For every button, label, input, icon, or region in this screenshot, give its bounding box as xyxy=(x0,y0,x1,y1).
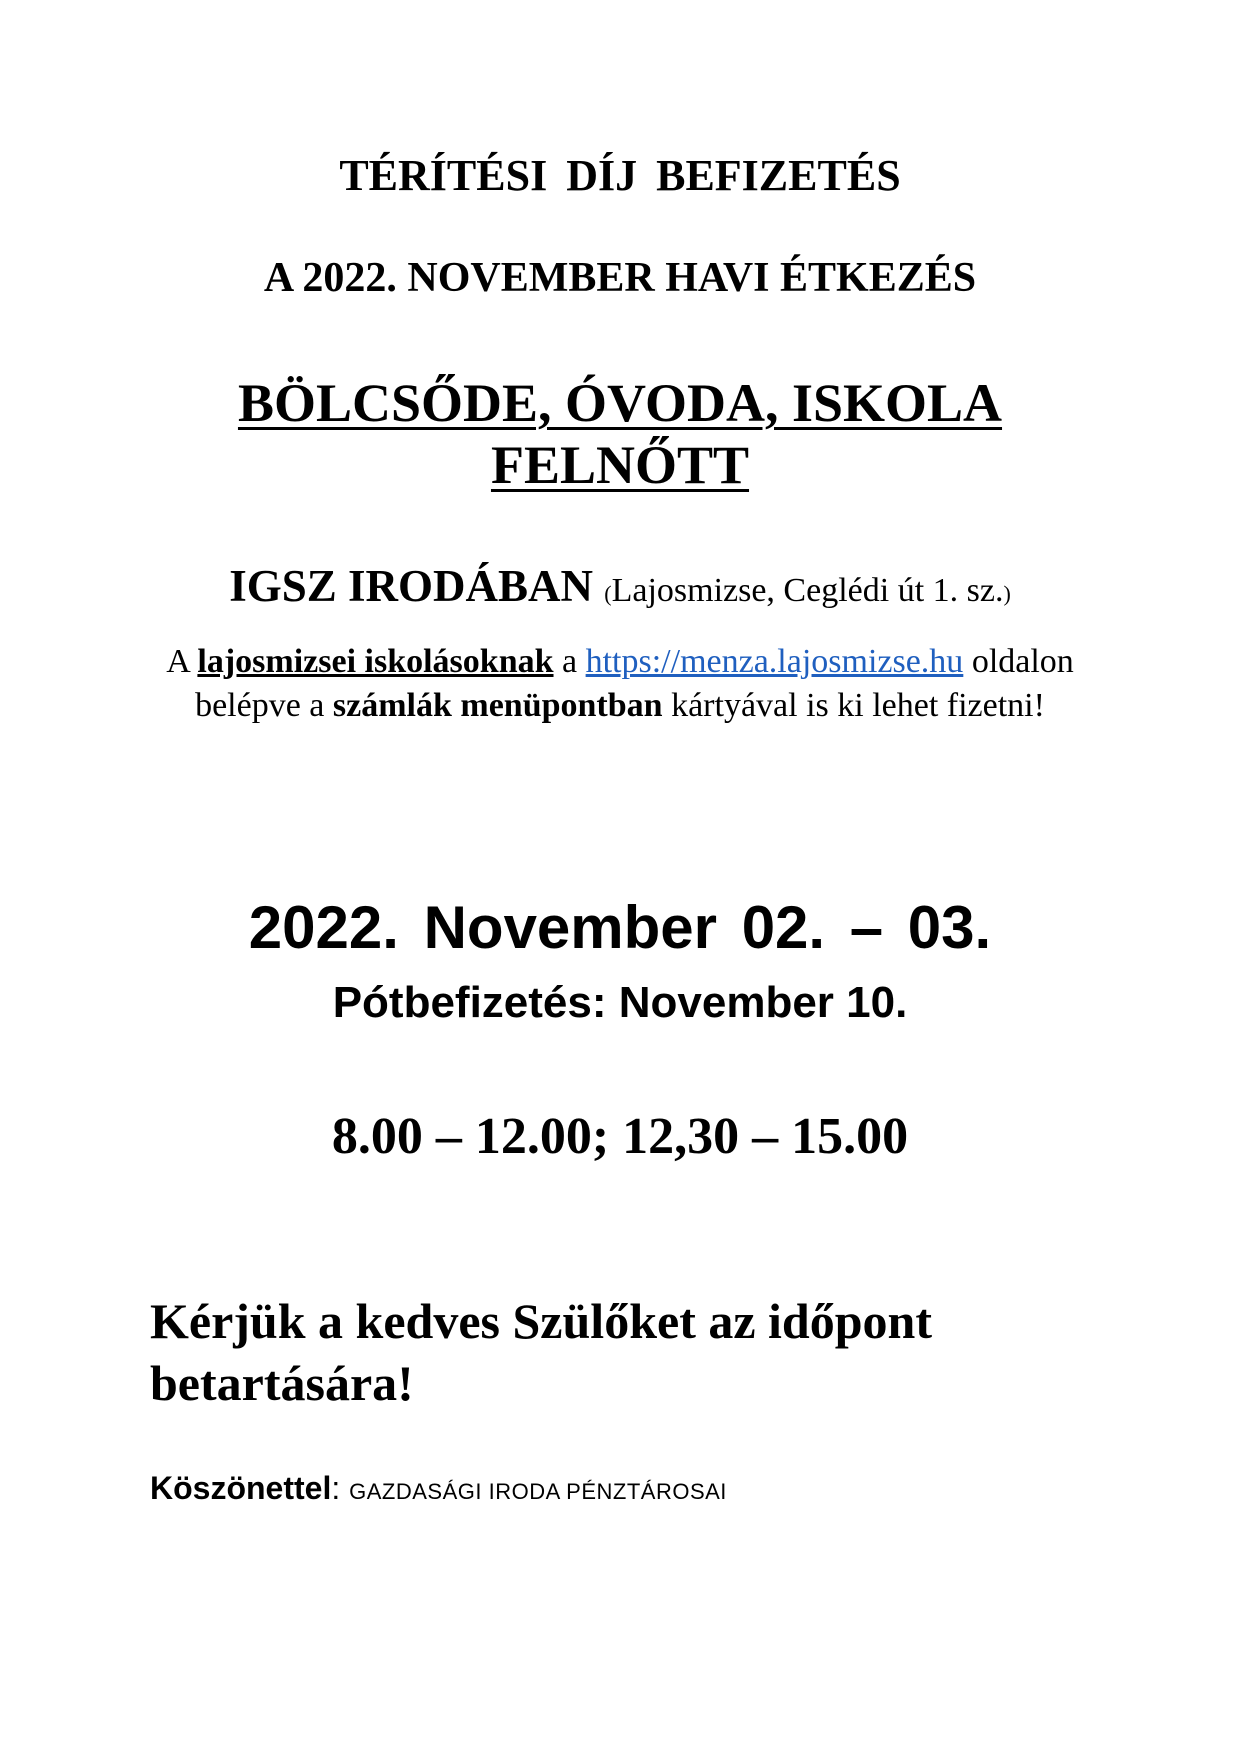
thanks-colon: : xyxy=(331,1470,350,1506)
target-groups-line-2: FELNŐTT xyxy=(490,435,750,495)
document-title: TÉRÍTÉSI DÍJ BEFIZETÉS xyxy=(339,151,901,200)
target-groups-line-1: BÖLCSŐDE, ÓVODA, ISKOLA xyxy=(237,373,1003,433)
target-groups xyxy=(0,372,1240,496)
info-menu: számlák menüpontban xyxy=(332,687,663,724)
signature-line xyxy=(150,1470,727,1507)
address-paren-close: ) xyxy=(1003,581,1011,606)
info-text-1: A xyxy=(166,643,198,680)
document-subtitle: A 2022. NOVEMBER HAVI ÉTKEZÉS xyxy=(263,255,977,301)
parents-request: Kérjük a kedves Szülőket az időpont betartására! xyxy=(150,1293,933,1411)
info-text-2: a xyxy=(553,643,586,680)
thanks-label: Köszönettel xyxy=(150,1470,332,1506)
late-payment-date: Pótbefizetés: November 10. xyxy=(332,978,908,1027)
signer-name: GAZDASÁGI IRODA PÉNZTÁROSAI xyxy=(349,1479,727,1504)
office-hours: 8.00 – 12.00; 12,30 – 15.00 xyxy=(331,1108,909,1165)
payment-location xyxy=(0,560,1240,612)
online-payment-info xyxy=(140,640,1100,728)
address-paren-open: ( xyxy=(604,581,612,606)
office-address: Lajosmizse, Ceglédi út 1. sz. xyxy=(611,572,1004,609)
info-text-3: oldalon belépve a xyxy=(195,643,1074,724)
info-text-4: kártyával is ki lehet fizetni! xyxy=(662,687,1045,724)
office-name: IGSZ IRODÁBAN xyxy=(229,561,594,611)
payment-date: 2022. November 02. – 03. xyxy=(248,894,992,961)
menza-link[interactable]: https://menza.lajosmizse.hu xyxy=(585,643,964,680)
info-students: lajosmizsei iskolásoknak xyxy=(197,643,554,680)
